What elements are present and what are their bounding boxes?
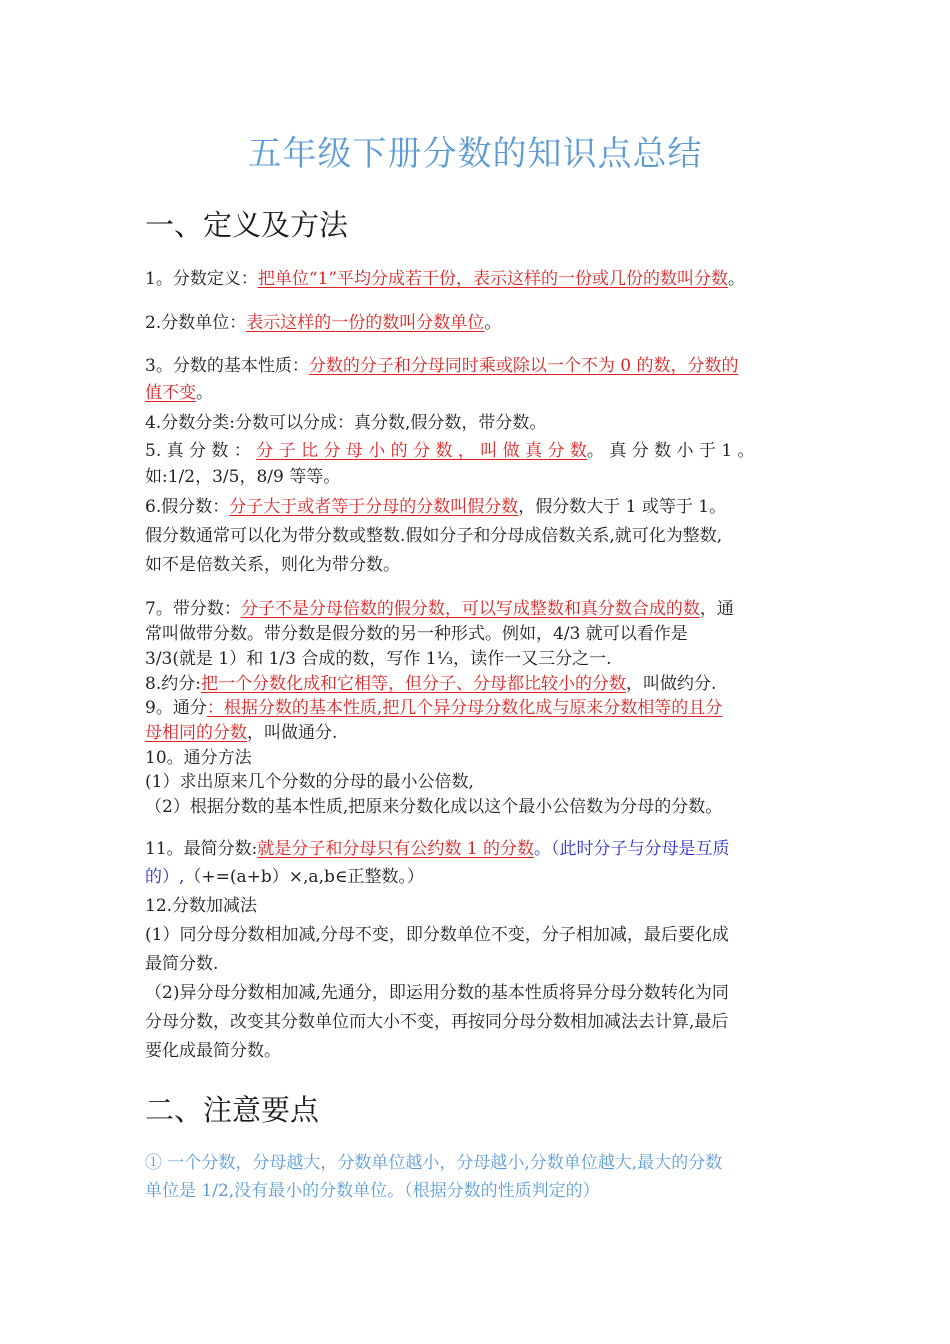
definition-6-line2: 假分数通常可以化为带分数或整数.假如分子和分母成倍数关系,就可化为整数, — [145, 526, 723, 546]
definition-7-line2: 常叫做带分数。带分数是假分数的另一种形式。例如，4/3 就可以看作是 — [145, 624, 688, 644]
definition-12-line2: 最简分数. — [145, 954, 219, 974]
definition-10: 10。通分方法 — [145, 748, 252, 768]
definition-2: 2.分数单位：表示这样的一份的数叫分数单位。 — [145, 313, 502, 333]
definition-8: 8.约分:把一个分数化成和它相等，但分子、分母都比较小的分数，叫做约分. — [145, 674, 717, 694]
definition-12-line3: （2)异分母分数相加减,先通分，即运用分数的基本性质将异分母分数转化为同 — [145, 983, 729, 1003]
definition-11-cont: 的）,（+=(a+b）×,a,b∈正整数。） — [145, 867, 424, 887]
definition-4: 4.分数分类:分数可以分成：真分数,假分数，带分数。 — [145, 413, 547, 433]
definition-9-cont: 母相同的分数，叫做通分. — [145, 723, 338, 743]
definition-12: 12.分数加减法 — [145, 896, 258, 916]
section-heading-1: 一、定义及方法 — [145, 208, 349, 242]
definition-6: 6.假分数：分子大于或者等于分母的分数叫假分数，假分数大于 1 或等于 1。 — [145, 497, 727, 517]
definition-12-line5: 要化成最简分数。 — [145, 1041, 281, 1061]
definition-3: 3。分数的基本性质：分数的分子和分母同时乘或除以一个不为 0 的数，分数的 — [145, 356, 739, 376]
definition-12-line4: 分母分数，改变其分数单位而大小不变，再按同分母分数相加减法去计算,最后 — [145, 1012, 729, 1032]
definition-12-line1: (1）同分母分数相加减,分母不变，即分数单位不变，分子相加减，最后要化成 — [145, 925, 729, 945]
definition-7: 7。带分数：分子不是分母倍数的假分数，可以写成整数和真分数合成的数，通 — [145, 599, 734, 619]
definition-11: 11。最简分数:就是分子和分母只有公约数 1 的分数。（此时分子与分母是互质 — [145, 839, 730, 859]
definition-7-line3: 3/3(就是 1）和 1/3 合成的数，写作 1⅓，读作一又三分之一. — [145, 649, 612, 669]
definition-3-cont: 值不变。 — [145, 383, 213, 403]
definition-1: 1。分数定义：把单位“1”平均分成若干份，表示这样的一份或几份的数叫分数。 — [145, 269, 746, 289]
note-1-cont: 单位是 1/2,没有最小的分数单位。（根据分数的性质判定的） — [145, 1181, 600, 1201]
definition-6-line3: 如不是倍数关系，则化为带分数。 — [145, 555, 400, 575]
section-heading-2: 二、注意要点 — [145, 1093, 320, 1127]
definition-9: 9。通分：根据分数的基本性质,把几个异分母分数化成与原来分数相等的且分 — [145, 698, 723, 718]
definition-5-examples: 如:1/2，3/5，8/9 等等。 — [145, 467, 341, 487]
definition-10-step1: (1）求出原来几个分数的分母的最小公倍数, — [145, 772, 474, 792]
note-1: ① 一个分数，分母越大，分数单位越小，分母越小,分数单位越大,最大的分数 — [145, 1153, 723, 1173]
definition-5: 5. 真 分 数 ： 分 子 比 分 母 小 的 分 数 ， 叫 做 真 分 数。 真 分 数 小 于 1 。 — [145, 441, 755, 461]
definition-10-step2: （2）根据分数的基本性质,把原来分数化成以这个最小公倍数为分母的分数。 — [145, 797, 723, 817]
document-title: 五年级下册分数的知识点总结 — [247, 134, 703, 174]
